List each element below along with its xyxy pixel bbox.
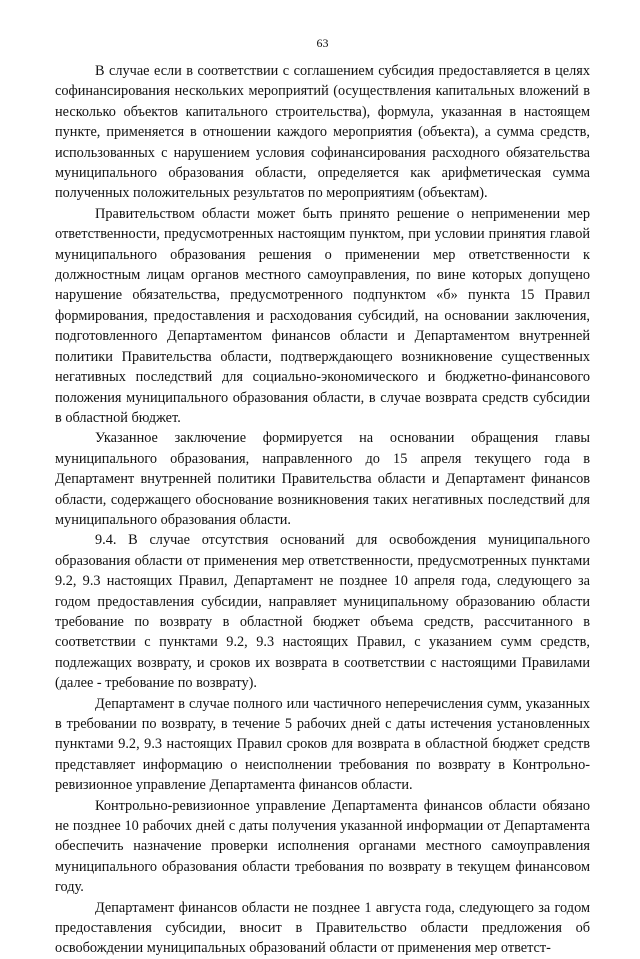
paragraph-audit-inspection: Контрольно-ревизионное управление Департамента финансов области обязано не позднее 10 рабочих дней с даты получения указанной информации от Департамента обеспечить назначение проверки исполнения органами местного самоуправления муниципального образования области требования по возврату в текущем финансовом году. — [55, 797, 590, 896]
document-page — [55, 36, 590, 959]
paragraph-government-decision: Правительством области может быть принято решение о неприменении мер ответственности, предусмотренных настоящим пунктом, при условии принятия главой муниципального образования решения о применении мер ответственности к должностным лицам органов местного самоуправления, по вине которых допущено нарушение обязательства, предусмотренного подпунктом «б» пункта 15 Правил формирования, предоставления и расходования субсидий, на основании заключения, подготовленного Департаментом финансов области и Департаментом внутренней политики Правительства области, подтверждающего возникновение существенных негативных последствий для социально-экономического и бюджетно-финансового положения муниципального образования области, в случае возврата средств субсидии в областной бюджет. — [55, 205, 590, 426]
paragraph-cofinancing-formula: В случае если в соответствии с соглашением субсидия предоставляется в целях софинансирования нескольких мероприятий (осуществления капитальных вложений в несколько объектов капитального строительства), формула, указанная в настоящем пункте, применяется в отношении каждого мероприятия (объекта), а сумма средств, использованных с нарушением условия софинансирования расходного обязательства муниципального образования области, определяется как арифметическая сумма полученных положительных результатов по мероприятиям (объектам). — [55, 63, 590, 202]
paragraph-conclusion-formation: Указанное заключение формируется на основании обращения главы муниципального образования, направленного до 15 апреля текущего года в Департамент внутренней политики Правительства области и Департамент финансов области, содержащего обоснование возникновения таких негативных последствий для муниципального образования области. — [55, 430, 590, 528]
paragraph-finance-proposals: Департамент финансов области не позднее 1 августа года, следующего за годом предоставления субсидии, вносит в Правительство области предложения об освобождении муниципальных образований области от применения мер ответст- — [55, 899, 590, 957]
paragraph-non-transfer-info: Департамент в случае полного или частичного неперечисления сумм, указанных в требовании по возврату, в течение 5 рабочих дней с даты истечения установленных пунктами 9.2, 9.3 настоящих Правил сроков для возврата в областной бюджет средств представляет информацию о неисполнении требования по возврату в Контрольно-ревизионное управление Департамента финансов области. — [55, 695, 590, 794]
paragraph-9-4-return-requirement: 9.4. В случае отсутствия оснований для освобождения муниципального образования области от применения мер ответственности, предусмотренных пунктами 9.2, 9.3 настоящих Правил, Департамент не позднее 10 апреля года, следующего за годом предоставления субсидии, направляет муниципальному образованию области требование по возврату в областной бюджет объема средств, рассчитанного в соответствии с пунктами 9.2, 9.3 настоящих Правил, с указанием сумм средств, подлежащих возврату, и сроков их возврата в соответствии с настоящими Правилами (далее - требование по возврату). — [55, 532, 590, 692]
page-number: 63 — [316, 36, 329, 50]
